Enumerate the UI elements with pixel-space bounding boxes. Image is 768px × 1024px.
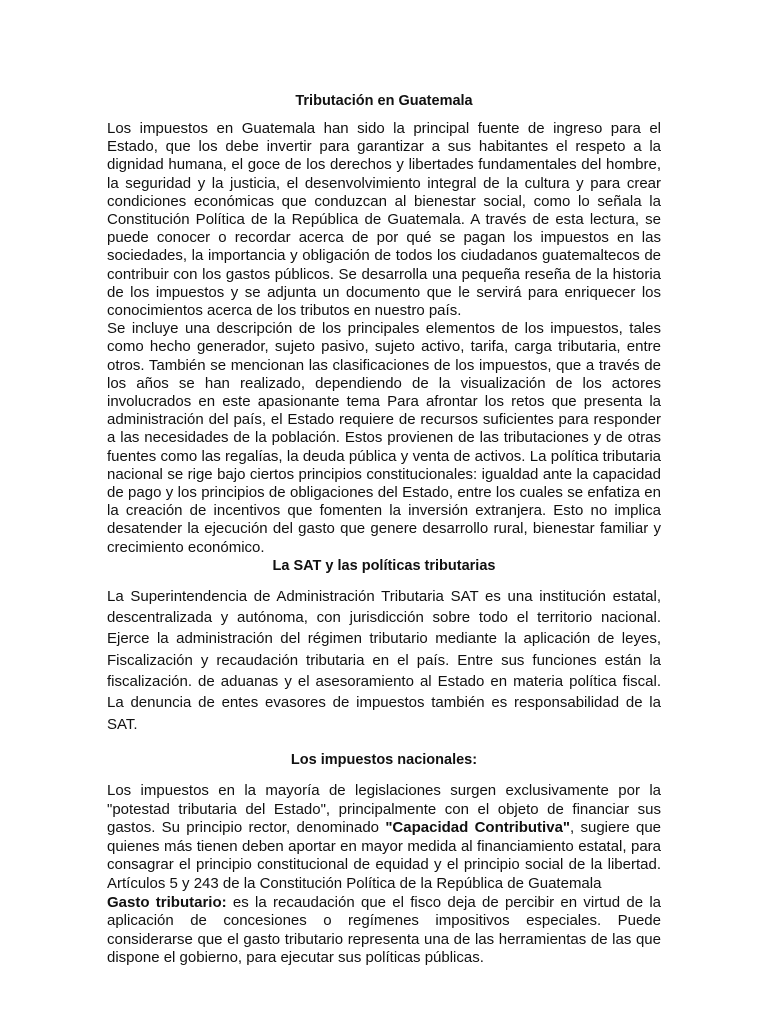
document-title: Tributación en Guatemala xyxy=(295,93,473,109)
capacidad-contributiva-bold: "Capacidad Contributiva" xyxy=(385,819,571,837)
nacionales-section xyxy=(107,782,661,968)
intro-paragraph-2: Se incluye una descripción de los principales elementos de los impuestos, tales como hecho generador, sujeto pasivo, sujeto activo, tarifa, carga tributaria, entre otros. También se mencionan las clasificaciones de los impuestos, que a través de los años se han realizado, dependiendo de la visualización de los actores involucrados en este apasionante tema Para afrontar los retos que presenta la administración del país, el Estado requiere de recursos suficientes para responder a las necesidades de la población. Estos provienen de las tributaciones y de otras fuentes como las regalías, la deuda pública y venta de activos. La política tributaria nacional se rige bajo ciertos principios constitucionales: igualdad ante la capacidad de pago y los principios de obligaciones del Estado, entre los cuales se enfatiza en la creación de incentivos que fomenten la inversión extranjera. Esto no implica desatender la ejecución del gasto que genere desarrollo rural, bienestar familiar y crecimiento económico. xyxy=(107,320,661,556)
sat-heading: La SAT y las políticas tributarias xyxy=(272,557,496,574)
document-page xyxy=(107,92,661,968)
intro-paragraph-1: Los impuestos en Guatemala han sido la principal fuente de ingreso para el Estado, que los debe invertir para garantizar a sus habitantes el respeto a la dignidad humana, el goce de los derechos y libertades fundamentales del hombre, la seguridad y la justicia, el desenvolvimiento integral de la cultura y para crear condiciones económicas que conduzcan al bienestar social, como lo señala la Constitución Política de la República de Guatemala. A través de esta lectura, se puede conocer o recordar acerca de por qué se pagan los impuestos en las sociedades, la importancia y obligación de todos los ciudadanos guatemaltecos de contribuir con los gastos públicos. Se desarrolla una pequeña reseña de la historia de los impuestos y se adjunta un documento que le servirá para enriquecer los conocimientos acerca de los tributos en nuestro país. xyxy=(107,120,661,320)
sat-paragraph: La Superintendencia de Administración Tributaria SAT es una institución estatal, descentralizada y autónoma, con jurisdicción sobre todo el territorio nacional. Ejerce la administración del régimen tributario mediante la aplicación de leyes, Fiscalización y recaudación tributaria en el país. Entre sus funciones están la fiscalización. de aduanas y el asesoramiento al Estado en materia política fiscal. La denuncia de entes evasores de impuestos también es responsabilidad de la SAT. xyxy=(107,587,661,733)
gasto-tributario-paragraph xyxy=(107,894,661,968)
sat-section xyxy=(107,586,661,735)
nacionales-text-2: , sugiere que quienes más tienen deben aportar en mayor medida al financiamiento estatal, para consagrar el principio constitucional de equidad y el principio social de la libertad. Artículos 5 y 243 de la Constitución Política de la República de Guatemala xyxy=(107,819,662,892)
nacionales-heading: Los impuestos nacionales: xyxy=(290,751,478,768)
intro-section xyxy=(107,120,661,557)
nacionales-text-1: Los impuestos en la mayoría de legislaciones surgen exclusivamente por la "potestad tributaria del Estado", principalmente con el objeto de financiar sus gastos. Su principio rector, denominado xyxy=(107,781,661,837)
nacionales-paragraph xyxy=(107,782,661,894)
gasto-tributario-definition: es la recaudación que el fisco deja de percibir en virtud de la aplicación de concesiones o regímenes impositivos especiales. Puede considerarse que el gasto tributario representa una de las herramientas de las que dispone el gobierno, para ejecutar sus políticas públicas. xyxy=(107,893,661,967)
gasto-tributario-term: Gasto tributario: xyxy=(107,893,227,911)
